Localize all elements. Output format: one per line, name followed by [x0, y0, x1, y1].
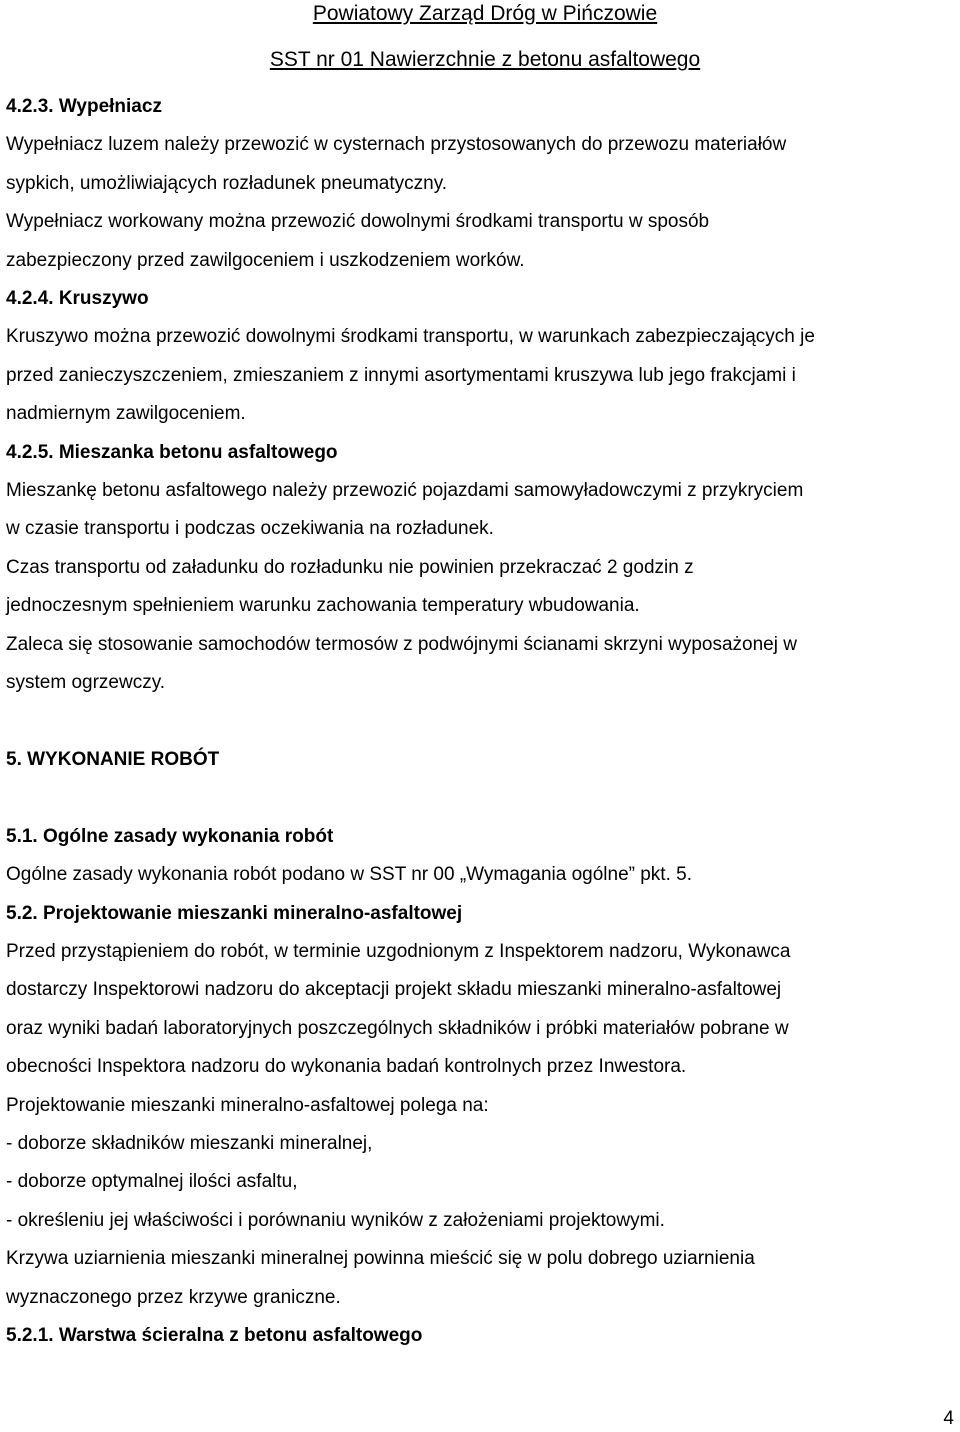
- section-heading-4-2-4: 4.2.4. Kruszywo: [6, 288, 149, 310]
- chapter-heading-5: 5. WYKONANIE ROBÓT: [6, 748, 220, 770]
- spacer: [6, 779, 956, 817]
- paragraph-line: Czas transportu od załadunku do rozładunku nie powinien przekraczać 2 godzin z: [6, 556, 694, 578]
- paragraph-line: jednoczesnym spełnieniem warunku zachowania temperatury wbudowania.: [6, 595, 640, 617]
- paragraph-line: przed zanieczyszczeniem, zmieszaniem z innymi asortymentami kruszywa lub jego frakcjami i: [6, 364, 796, 386]
- section-heading-5-2: 5.2. Projektowanie mieszanki mineralno-asfaltowej: [6, 902, 463, 924]
- list-item: - doborze składników mieszanki mineralnej,: [6, 1132, 373, 1154]
- paragraph-line: w czasie transportu i podczas oczekiwania na rozładunek.: [6, 518, 494, 540]
- paragraph-line: Wypełniacz luzem należy przewozić w cysternach przystosowanych do przewozu materiałów: [6, 134, 787, 156]
- list-item: - doborze optymalnej ilości asfaltu,: [6, 1171, 298, 1193]
- paragraph-line: dostarczy Inspektorowi nadzoru do akceptacji projekt składu mieszanki mineralno-asfaltowej: [6, 979, 782, 1001]
- paragraph-line: zabezpieczony przed zawilgoceniem i uszkodzeniem worków.: [6, 249, 525, 271]
- section-heading-5-2-1: 5.2.1. Warstwa ścieralna z betonu asfaltowego: [6, 1324, 423, 1346]
- paragraph-line: Kruszywo można przewozić dowolnymi środkami transportu, w warunkach zabezpieczających je: [6, 326, 815, 348]
- section-heading-4-2-5: 4.2.5. Mieszanka betonu asfaltowego: [6, 441, 338, 463]
- paragraph-line: Krzywa uziarnienia mieszanki mineralnej powinna mieścić się w polu dobrego uziarnienia: [6, 1248, 755, 1270]
- paragraph-line: Zaleca się stosowanie samochodów termosów z podwójnymi ścianami skrzyni wyposażonej w: [6, 633, 797, 655]
- paragraph-line: Wypełniacz workowany można przewozić dowolnymi środkami transportu w sposób: [6, 211, 710, 233]
- paragraph-line: Mieszankę betonu asfaltowego należy przewozić pojazdami samowyładowczymi z przykryciem: [6, 480, 804, 502]
- list-item: - określeniu jej właściwości i porównaniu wyników z założeniami projektowymi.: [6, 1209, 665, 1231]
- paragraph-line: sypkich, umożliwiających rozładunek pneumatyczny.: [6, 172, 448, 194]
- paragraph-line: Ogólne zasady wykonania robót podano w SST nr 00 „Wymagania ogólne” pkt. 5.: [6, 864, 692, 886]
- paragraph-line: nadmiernym zawilgoceniem.: [6, 403, 246, 425]
- header-organization: Powiatowy Zarząd Dróg w Pińczowie: [312, 2, 658, 25]
- section-heading-5-1: 5.1. Ogólne zasady wykonania robót: [6, 825, 334, 847]
- paragraph-line: oraz wyniki badań laboratoryjnych poszczególnych składników i próbki materiałów pobrane w: [6, 1017, 789, 1039]
- paragraph-line: Przed przystąpieniem do robót, w terminie uzgodnionym z Inspektorem nadzoru, Wykonawca: [6, 940, 791, 962]
- paragraph-line: system ogrzewczy.: [6, 672, 166, 694]
- section-heading-4-2-3: 4.2.3. Wypełniacz: [6, 96, 162, 117]
- header-specification-title: SST nr 01 Nawierzchnie z betonu asfaltowego: [269, 48, 701, 71]
- paragraph-line: obecności Inspektora nadzoru do wykonania badań kontrolnych przez Inwestora.: [6, 1056, 687, 1078]
- paragraph-line: wyznaczonego przez krzywe graniczne.: [6, 1286, 341, 1308]
- paragraph-line: Projektowanie mieszanki mineralno-asfaltowej polega na:: [6, 1094, 489, 1116]
- spacer: [6, 703, 956, 741]
- page-number: 4: [943, 1408, 954, 1429]
- document-body: [6, 88, 956, 1355]
